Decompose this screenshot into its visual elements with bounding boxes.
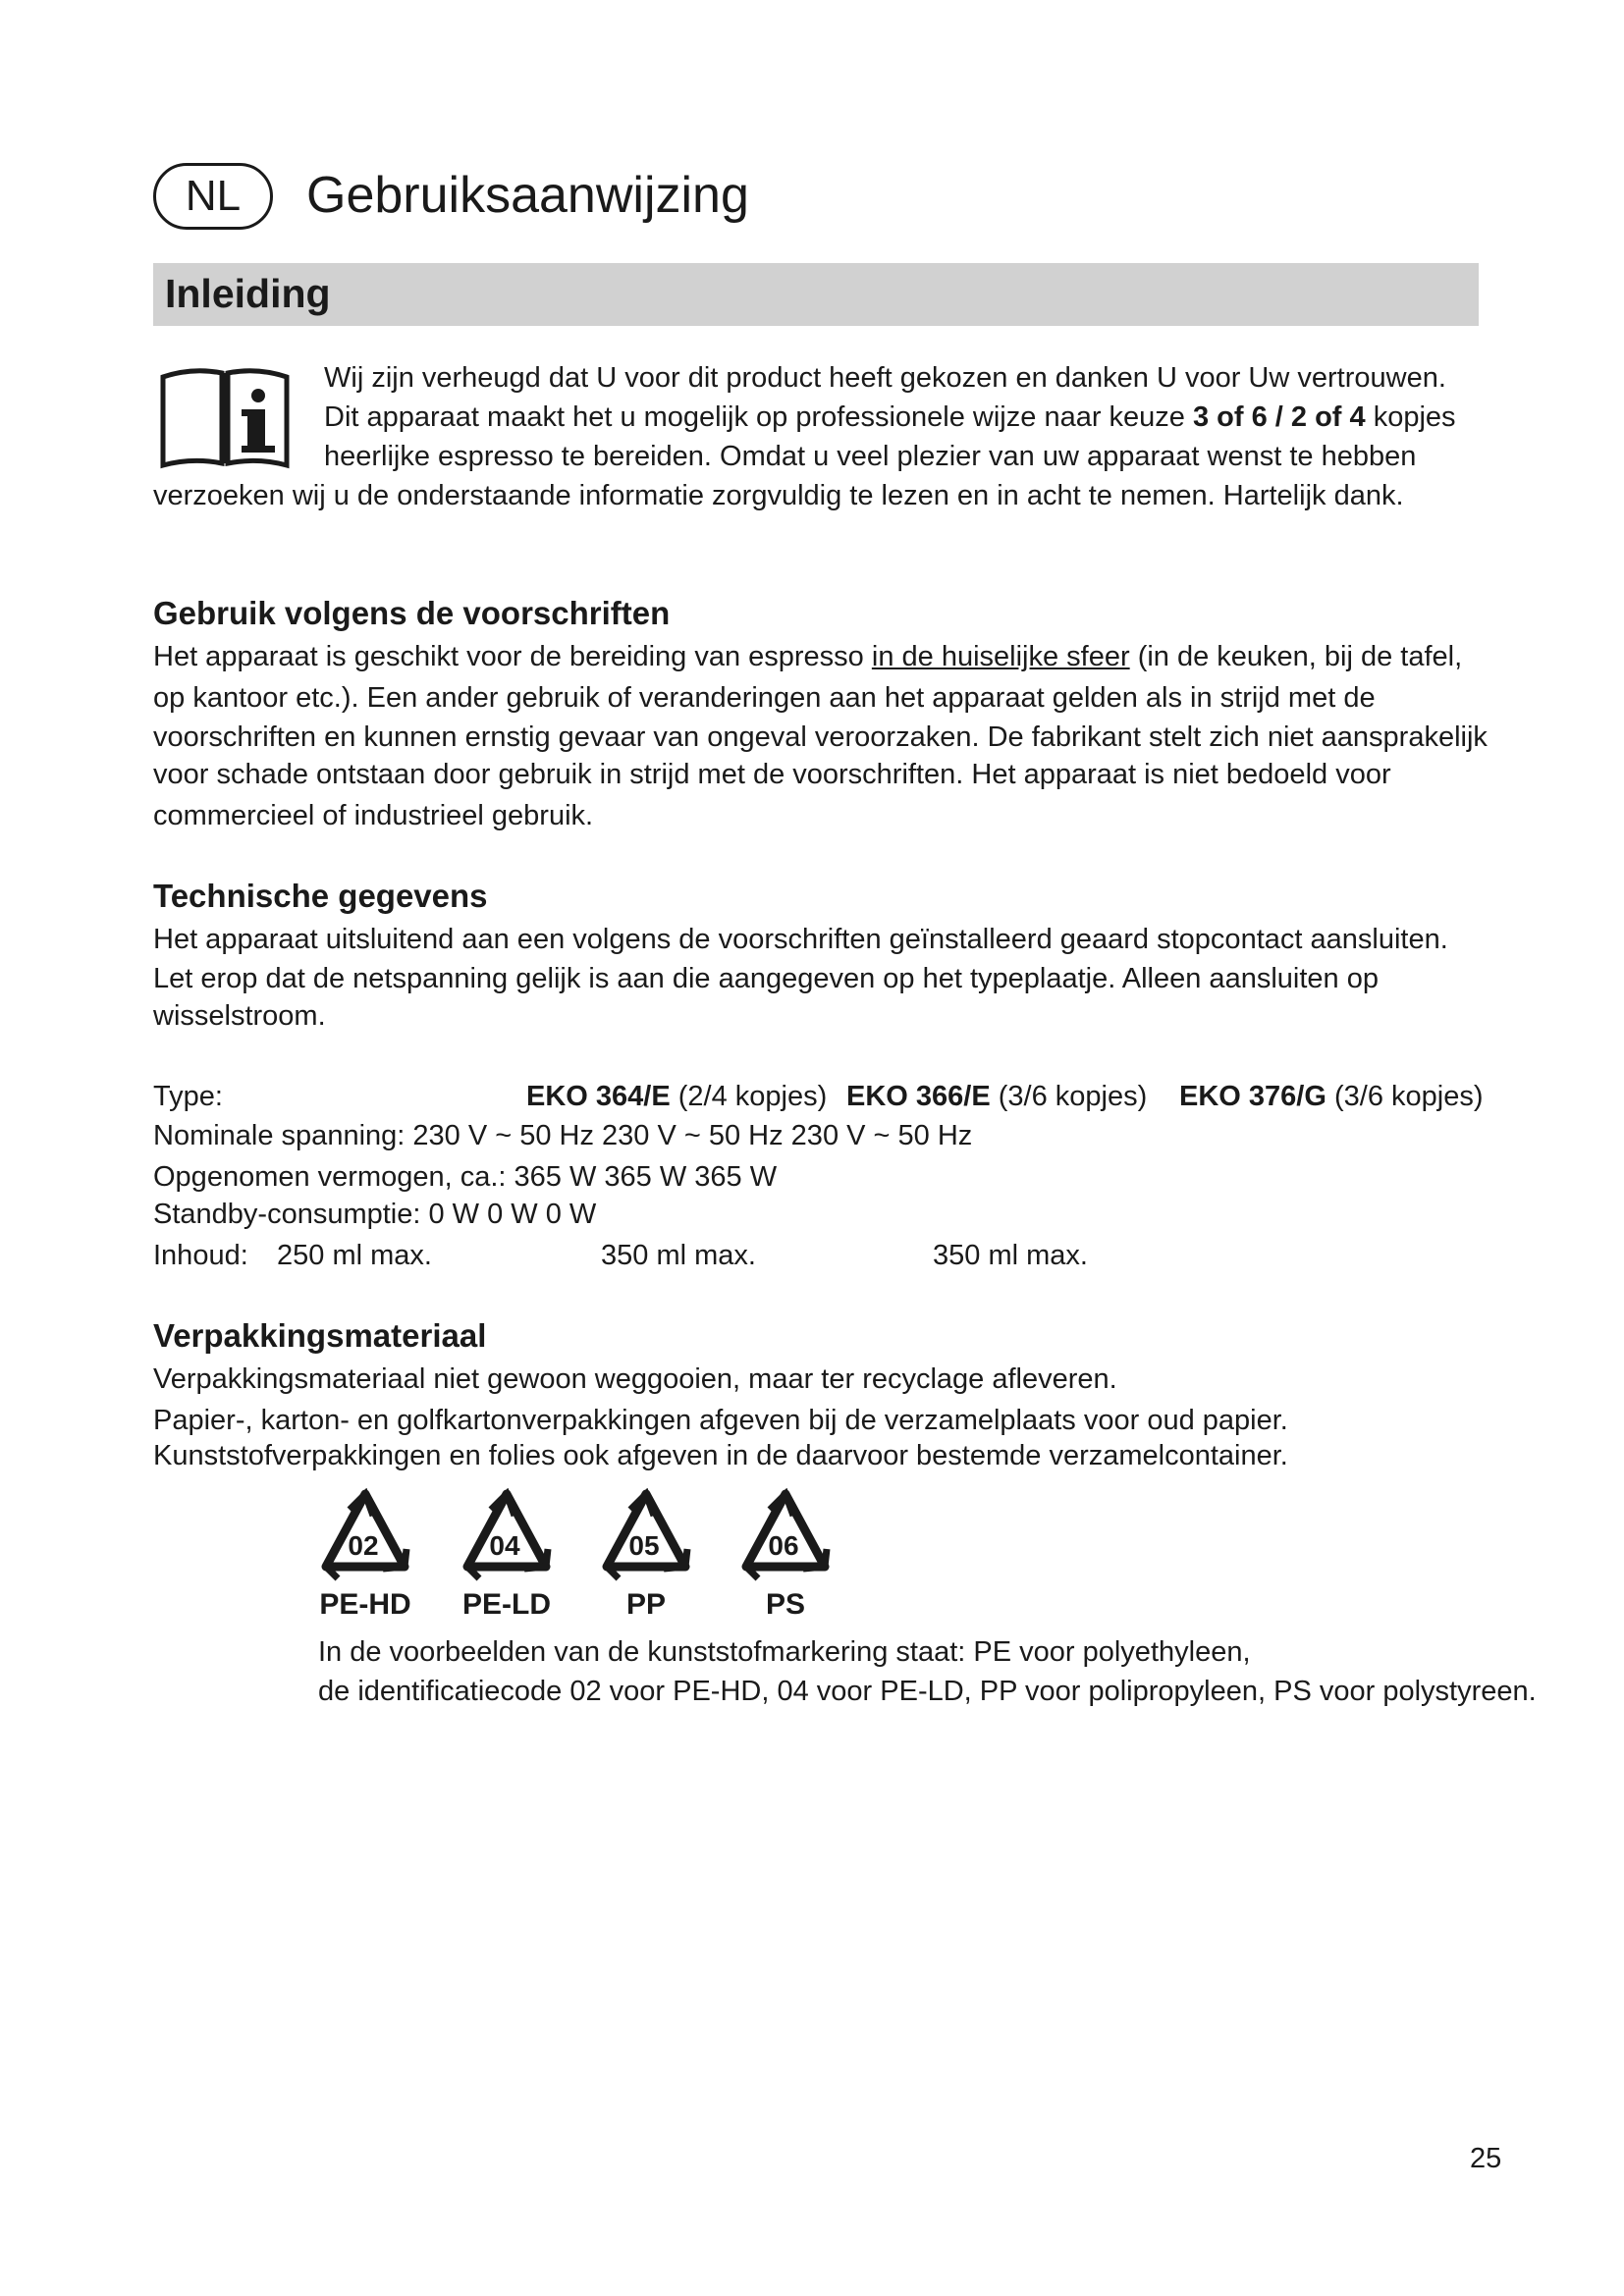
usage-line-5: commercieel of industrieel gebruik. (153, 800, 594, 831)
model-2: EKO 366/E (3/6 kopjes) (846, 1081, 1148, 1112)
technical-line-2: Let erop dat de netspanning gelijk is aan die aangegeven op het typeplaatje. Alleen aansluiten op (153, 963, 1379, 994)
language-badge (153, 163, 273, 230)
usage-line-2: op kantoor etc.). Een ander gebruik of veranderingen aan het apparaat gelden als in strijd met de (153, 682, 1376, 714)
recycle-label-pe-hd: PE-HD (319, 1588, 411, 1621)
content-label: Inhoud: (153, 1240, 248, 1271)
standby-row: Standby-consumptie: 0 W 0 W 0 W (153, 1199, 597, 1230)
power-row: Opgenomen vermogen, ca.: 365 W 365 W 365 W (153, 1161, 778, 1193)
recycling-symbols (314, 1488, 864, 1630)
packaging-line-1: Verpakkingsmateriaal niet gewoon weggooien, maar ter recyclage afleveren. (153, 1363, 1117, 1395)
usage-link-text: in de huiselijke sfeer (871, 641, 1130, 672)
content-value-2: 350 ml max. (601, 1240, 756, 1271)
page-number: 25 (1470, 2143, 1502, 2174)
packaging-note-1: In de voorbeelden van de kunststofmarkering staat: PE voor polyethyleen, (318, 1636, 1251, 1668)
intro-heading: Inleiding (165, 271, 331, 316)
technical-line-1: Het apparaat uitsluitend aan een volgens de voorschriften geïnstalleerd geaard stopcontact aansluiten. (153, 924, 1448, 955)
packaging-line-2: Papier-, karton- en golfkartonverpakkingen afgeven bij de verzamelplaats voor oud papier. (153, 1405, 1288, 1436)
language-code: NL (185, 172, 242, 220)
section-banner-intro (153, 263, 1479, 326)
info-book-icon (157, 363, 293, 473)
technical-heading: Technische gegevens (153, 878, 488, 914)
intro-line-3: heerlijke espresso te bereiden. Omdat u veel plezier van uw apparaat wenst te hebben (324, 441, 1417, 472)
recycle-label-pe-ld: PE-LD (462, 1588, 551, 1621)
content-value-1: 250 ml max. (277, 1240, 432, 1271)
model-1: EKO 364/E (2/4 kopjes) (526, 1081, 828, 1112)
content-value-3: 350 ml max. (933, 1240, 1088, 1271)
packaging-heading: Verpakkingsmateriaal (153, 1317, 487, 1354)
voltage-row: Nominale spanning: 230 V ~ 50 Hz 230 V ~ 50 Hz 230 V ~ 50 Hz (153, 1120, 973, 1151)
packaging-line-3: Kunststofverpakkingen en folies ook afgeven in de daarvoor bestemde verzamelcontainer. (153, 1440, 1288, 1471)
document-title: Gebruiksaanwijzing (306, 167, 749, 224)
recycle-code-04: 04 (489, 1530, 520, 1561)
technical-line-3: wisselstroom. (153, 1000, 326, 1032)
type-label: Type: (153, 1081, 223, 1112)
intro-line-1: Wij zijn verheugd dat U voor dit product heeft gekozen en danken U voor Uw vertrouwen. (324, 362, 1446, 394)
model-3: EKO 376/G (3/6 kopjes) (1179, 1081, 1484, 1112)
usage-heading: Gebruik volgens de voorschriften (153, 595, 671, 631)
usage-line-1: Het apparaat is geschikt voor de bereiding van espresso in de huiselijke sfeer (in de keuken, bij de tafel, (153, 641, 1463, 672)
recycle-label-ps: PS (765, 1588, 806, 1621)
recycle-code-06: 06 (768, 1530, 799, 1561)
recycle-code-05: 05 (628, 1530, 660, 1561)
recycle-label-pp: PP (625, 1588, 667, 1621)
intro-line-4: verzoeken wij u de onderstaande informatie zorgvuldig te lezen en in acht te nemen. Hartelijk dank. (153, 480, 1404, 511)
packaging-note-2: de identificatiecode 02 voor PE-HD, 04 voor PE-LD, PP voor polipropyleen, PS voor polystyreen. (318, 1676, 1537, 1707)
intro-cup-options: 3 of 6 / 2 of 4 (1192, 401, 1366, 433)
intro-line-2: Dit apparaat maakt het u mogelijk op professionele wijze naar keuze 3 of 6 / 2 of 4 kopjes (324, 401, 1456, 433)
usage-line-3: voorschriften en kunnen ernstig gevaar van ongeval veroorzaken. De fabrikant stelt zich niet aansprakelijk (153, 721, 1488, 753)
usage-line-4: voor schade ontstaan door gebruik in strijd met de voorschriften. Het apparaat is niet bedoeld voor (153, 759, 1391, 790)
recycle-code-02: 02 (348, 1530, 379, 1561)
